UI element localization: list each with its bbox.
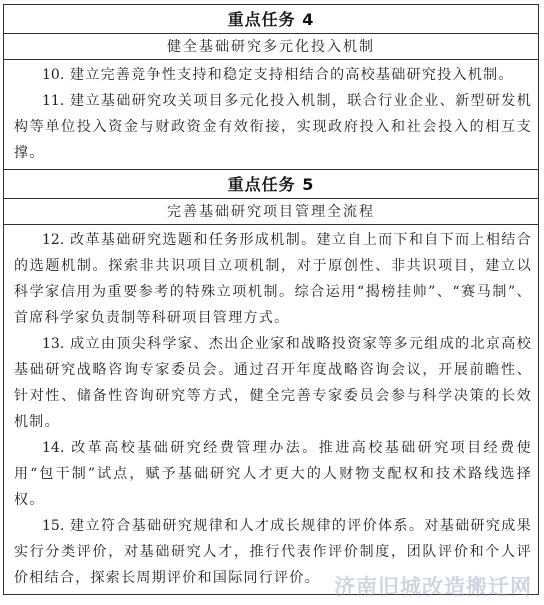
task-5-title: 重点任务 5 [4, 170, 538, 199]
item-text: 改革高校基础研究经费管理办法。推进高校基础研究项目经费使用“包干制”试点，赋予基础研究人才更大的人财物支配权和技术路线选择权。 [14, 440, 532, 508]
item-number: 12. [42, 232, 65, 248]
item-11 [14, 88, 532, 166]
item-number: 11. [42, 93, 65, 109]
task-table [3, 4, 539, 595]
task-5-subtitle: 完善基础研究项目管理全流程 [4, 199, 538, 225]
item-text: 成立由顶尖科学家、杰出企业家和战略投资家等多元组成的北京高校基础研究战略咨询专家委员会。通过召开年度战略咨询会议，开展前瞻性、针对性、储备性咨询研究等方式，健全完善专家委员会参与科学决策的长效机制。 [14, 336, 532, 430]
item-15 [14, 513, 532, 591]
item-number: 10. [42, 67, 65, 83]
item-number: 13. [42, 336, 65, 352]
item-text: 建立基础研究攻关项目多元化投入机制，联合行业企业、新型研发机构等单位投入资金与财政资金有效衔接，实现政府投入和社会投入的相互支撑。 [14, 93, 532, 161]
item-13 [14, 331, 532, 435]
item-number: 14. [42, 440, 65, 456]
task-4-subtitle: 健全基础研究多元化投入机制 [4, 34, 538, 60]
item-10 [14, 62, 532, 88]
item-text: 建立完善竞争性支持和稳定支持相结合的高校基础研究投入机制。 [70, 67, 514, 83]
task-4-content [4, 60, 538, 170]
item-number: 15. [42, 518, 65, 534]
item-14 [14, 435, 532, 513]
task-4-title: 重点任务 4 [4, 5, 538, 34]
site-watermark: 济南旧城改造搬迁网 [334, 575, 532, 599]
item-12 [14, 227, 532, 331]
item-text: 建立符合基础研究规律和人才成长规律的评价体系。对基础研究成果实行分类评价，对基础研究人才，推行代表作评价制度，团队评价和个人评价相结合，探索长周期评价和国际同行评价。 [14, 518, 532, 586]
item-text: 改革基础研究选题和任务形成机制。建立自上而下和自下而上相结合的选题机制。探索非共识项目立项机制，对于原创性、非共识项目，建立以科学家信用为重要参考的特殊立项机制。综合运用“揭榜挂帅”、“赛马制”、首席科学家负责制等科研项目管理方式。 [14, 232, 532, 326]
task-5-content [4, 225, 538, 594]
